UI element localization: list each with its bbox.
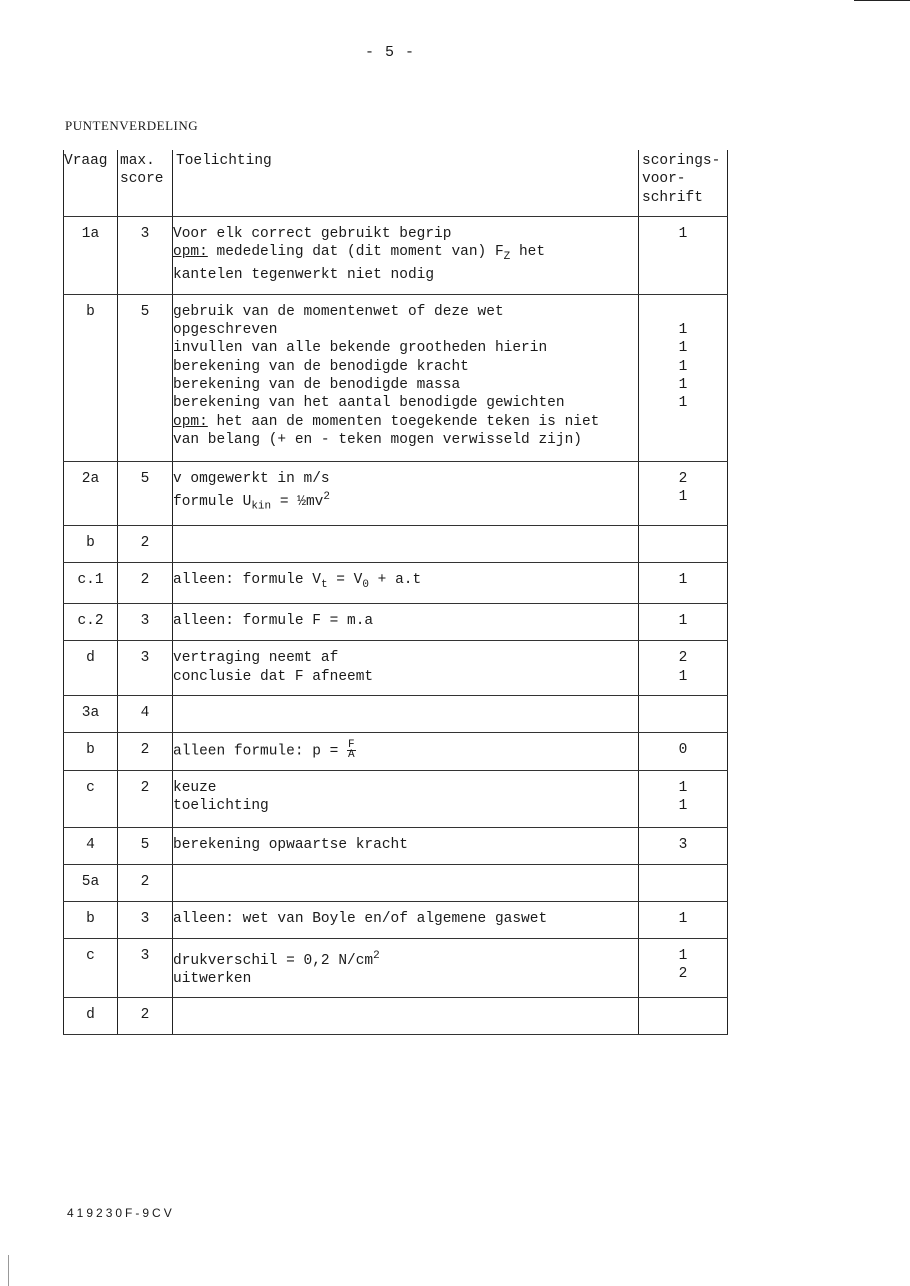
table-row	[64, 563, 728, 604]
explanation-line	[173, 947, 638, 970]
page-heading: PUNTENVERDELING	[65, 118, 199, 133]
scoring-table	[63, 150, 728, 1035]
line-text: berekening van het aantal benodigde gewichten	[173, 395, 565, 412]
subscript: Z	[503, 251, 511, 264]
score-value: 1	[678, 395, 688, 412]
header-toelichting	[173, 150, 639, 217]
score-value	[639, 534, 727, 552]
explanation-cell	[173, 526, 639, 563]
question-number: c	[64, 770, 118, 827]
explanation-cell	[173, 770, 639, 827]
fraction-numerator: F	[348, 739, 355, 752]
explanation-line	[173, 266, 638, 284]
score-value	[639, 431, 727, 449]
header-scor-line2: voor-	[642, 171, 686, 188]
explanation-line	[173, 376, 638, 394]
line-text: gebruik van de momentenwet of deze wet	[173, 303, 504, 320]
question-number: 2a	[64, 461, 118, 525]
scoring-cell	[639, 696, 728, 733]
question-number: 4	[64, 827, 118, 864]
table-row	[64, 770, 728, 827]
remark-label: opm:	[173, 413, 208, 430]
explanation-line	[173, 413, 638, 431]
max-score: 3	[118, 938, 173, 997]
scoring-cell	[639, 938, 728, 997]
max-score: 5	[118, 461, 173, 525]
explanation-cell	[173, 294, 639, 461]
explanation-cell	[173, 864, 639, 901]
scoring-cell	[639, 563, 728, 604]
score-value: 1	[678, 572, 688, 589]
explanation-line	[173, 779, 638, 797]
score-value: 1	[678, 322, 688, 339]
table-body	[64, 217, 728, 1035]
line-text: mededeling dat (dit moment van) F	[207, 244, 504, 261]
edge-scan-mark	[8, 1255, 9, 1286]
scoring-cell	[639, 526, 728, 563]
line-text: keuze	[173, 779, 217, 796]
line-text-tail: = V	[327, 572, 363, 589]
explanation-cell	[173, 938, 639, 997]
score-value: 2	[678, 966, 688, 983]
table-row	[64, 901, 728, 938]
remark-label: opm:	[173, 244, 208, 261]
table-row	[64, 864, 728, 901]
page-number: - 5 -	[364, 44, 415, 61]
question-number: c.1	[64, 563, 118, 604]
table-row	[64, 461, 728, 525]
table-row	[64, 733, 728, 771]
score-value: 1	[678, 779, 688, 796]
max-score: 2	[118, 998, 173, 1035]
explanation-line	[173, 704, 638, 722]
explanation-line	[173, 571, 638, 594]
explanation-line	[173, 534, 638, 552]
line-text: conclusie dat F afneemt	[173, 668, 374, 685]
max-score: 3	[118, 604, 173, 641]
score-value	[639, 704, 727, 722]
line-text: alleen: formule F = m.a	[173, 613, 374, 630]
explanation-line	[173, 470, 638, 488]
explanation-line	[173, 303, 638, 321]
line-text: drukverschil = 0,2 N/cm	[173, 952, 374, 969]
explanation-line	[173, 873, 638, 891]
header-max-label: max.	[120, 153, 155, 169]
scoring-cell	[639, 901, 728, 938]
line-text: uitwerken	[173, 971, 252, 988]
score-value: 1	[678, 358, 688, 375]
subscript: 0	[362, 578, 369, 591]
question-number: b	[64, 526, 118, 563]
question-number: c.2	[64, 604, 118, 641]
explanation-line	[173, 358, 638, 376]
max-score: 2	[118, 563, 173, 604]
score-value: 0	[678, 742, 688, 759]
max-score: 4	[118, 696, 173, 733]
score-value: 3	[678, 836, 688, 853]
max-score: 3	[118, 901, 173, 938]
table-row	[64, 217, 728, 295]
max-score: 3	[118, 641, 173, 696]
line-text: kantelen tegenwerkt niet nodig	[173, 267, 435, 284]
superscript: 2	[373, 949, 380, 962]
score-value	[639, 1006, 727, 1024]
fraction	[347, 741, 356, 760]
scoring-cell	[639, 770, 728, 827]
explanation-line	[173, 431, 638, 449]
line-text: berekening van de benodigde massa	[173, 376, 461, 393]
explanation-cell	[173, 901, 639, 938]
scoring-cell	[639, 461, 728, 525]
question-number: d	[64, 998, 118, 1035]
line-text: Voor elk correct gebruikt begrip	[173, 226, 452, 242]
scoring-cell	[639, 827, 728, 864]
line-text: van belang (+ en - teken mogen verwisseld zijn)	[173, 431, 582, 448]
line-text: v omgewerkt in m/s	[173, 470, 330, 487]
line-text-tail: het	[510, 244, 546, 261]
explanation-cell	[173, 604, 639, 641]
explanation-line	[173, 836, 638, 854]
score-value: 1	[678, 226, 688, 242]
document-code: 419230F-9CV	[67, 1206, 175, 1220]
line-text: het aan de momenten toegekende teken is niet	[207, 413, 600, 430]
explanation-line	[173, 649, 638, 667]
table-row	[64, 827, 728, 864]
line-text: invullen van alle bekende grootheden hierin	[173, 340, 548, 357]
explanation-line	[173, 488, 638, 516]
line-text: alleen formule: p =	[173, 743, 348, 760]
line-text: berekening opwaartse kracht	[173, 836, 408, 853]
question-number: b	[64, 294, 118, 461]
question-number: 3a	[64, 696, 118, 733]
score-value	[639, 413, 727, 431]
scoring-cell	[639, 641, 728, 696]
score-value	[639, 262, 727, 280]
table-header-row	[64, 150, 728, 217]
score-value: 1	[678, 489, 688, 506]
score-value	[639, 243, 727, 261]
table-row	[64, 526, 728, 563]
explanation-line	[173, 797, 638, 815]
explanation-line	[173, 243, 638, 266]
question-number: b	[64, 733, 118, 771]
explanation-cell	[173, 733, 639, 771]
score-value: 1	[678, 668, 688, 685]
table-row	[64, 641, 728, 696]
score-value	[639, 303, 727, 321]
header-vraag	[64, 150, 118, 217]
score-value: 2	[678, 470, 688, 487]
explanation-line	[173, 741, 638, 761]
question-number: c	[64, 938, 118, 997]
score-value: 1	[678, 613, 688, 630]
explanation-line	[173, 394, 638, 412]
question-number: 1a	[64, 217, 118, 295]
max-score: 2	[118, 526, 173, 563]
score-value: 1	[678, 910, 688, 927]
line-text-tail: + a.t	[368, 572, 422, 589]
explanation-cell	[173, 998, 639, 1035]
score-value: 2	[678, 650, 688, 667]
header-toelichting-label: Toelichting	[176, 153, 272, 169]
score-value: 1	[678, 376, 688, 393]
explanation-cell	[173, 563, 639, 604]
max-score: 5	[118, 827, 173, 864]
explanation-cell	[173, 827, 639, 864]
explanation-line	[173, 970, 638, 988]
max-score: 2	[118, 770, 173, 827]
fraction-denominator: A	[348, 749, 355, 762]
scoring-cell	[639, 217, 728, 295]
header-scoringsvoorschrift	[639, 150, 728, 217]
max-score: 5	[118, 294, 173, 461]
explanation-line	[173, 612, 638, 630]
scoring-cell	[639, 998, 728, 1035]
table-row	[64, 604, 728, 641]
score-value: 1	[678, 798, 688, 815]
scoring-cell	[639, 604, 728, 641]
header-score-label: score	[120, 171, 164, 188]
line-text: formule U	[173, 493, 252, 510]
header-max-score	[118, 150, 173, 217]
max-score: 3	[118, 217, 173, 295]
max-score: 2	[118, 733, 173, 771]
table-row	[64, 696, 728, 733]
explanation-line	[173, 339, 638, 357]
question-number: 5a	[64, 864, 118, 901]
subscript: t	[320, 578, 328, 591]
table-row	[64, 938, 728, 997]
header-scor-line1: scorings-	[642, 153, 721, 169]
question-number: d	[64, 641, 118, 696]
header-scor-line3: schrift	[642, 189, 703, 206]
score-value: 1	[678, 340, 688, 357]
subscript: kin	[251, 500, 272, 513]
table-row	[64, 294, 728, 461]
table-row	[64, 998, 728, 1035]
superscript: 2	[323, 491, 330, 504]
explanation-cell	[173, 461, 639, 525]
scoring-cell	[639, 294, 728, 461]
explanation-line	[173, 1006, 638, 1024]
question-number: b	[64, 901, 118, 938]
line-text: toelichting	[173, 798, 269, 815]
explanation-line	[173, 321, 638, 339]
line-text: opgeschreven	[173, 322, 278, 339]
header-vraag-label: Vraag	[64, 153, 108, 169]
explanation-line	[173, 668, 638, 686]
explanation-line	[173, 225, 638, 243]
line-text-tail: = ½mv	[271, 493, 324, 510]
explanation-cell	[173, 217, 639, 295]
line-text: berekening van de benodigde kracht	[173, 358, 469, 375]
max-score: 2	[118, 864, 173, 901]
explanation-cell	[173, 641, 639, 696]
score-value: 1	[678, 947, 688, 964]
corner-scan-mark	[854, 0, 910, 1]
score-value	[639, 873, 727, 891]
line-text: alleen: formule V	[173, 572, 321, 589]
explanation-cell	[173, 696, 639, 733]
line-text: vertraging neemt af	[173, 650, 339, 667]
line-text: alleen: wet van Boyle en/of algemene gaswet	[173, 910, 548, 927]
scoring-cell	[639, 864, 728, 901]
scoring-cell	[639, 733, 728, 771]
explanation-line	[173, 910, 638, 928]
